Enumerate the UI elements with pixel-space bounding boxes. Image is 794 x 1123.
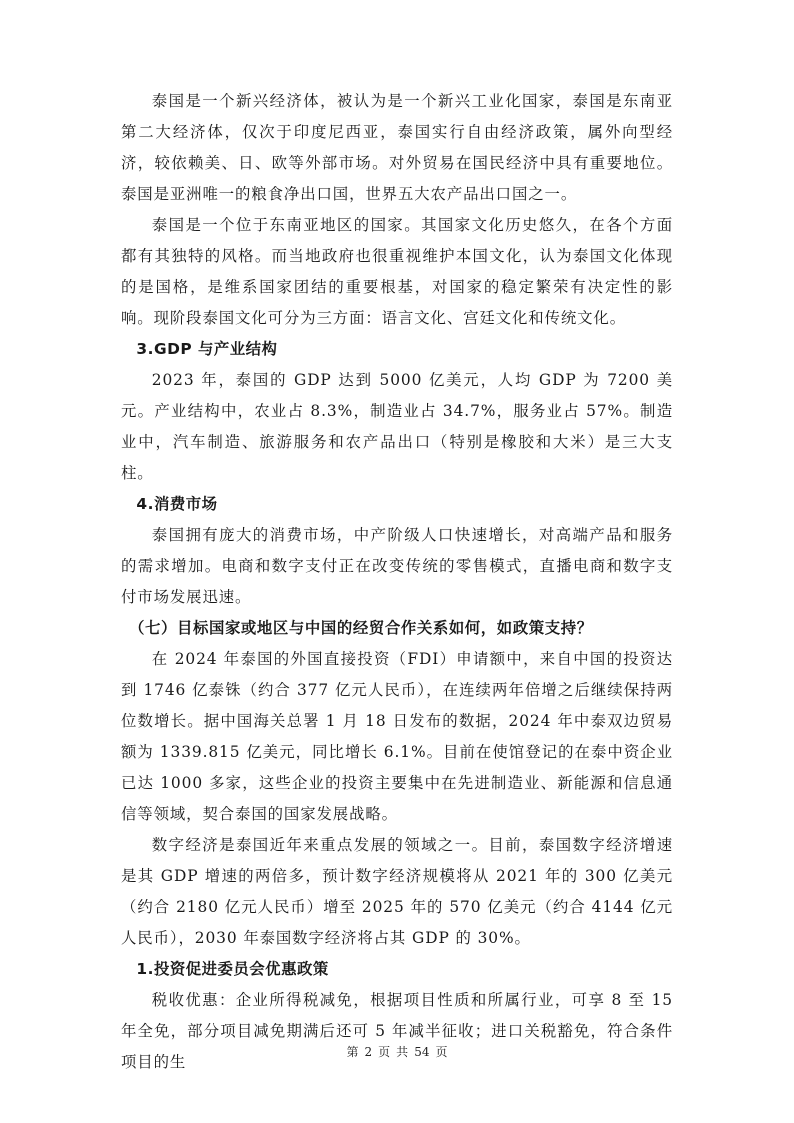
paragraph-tax-incentives: 税收优惠：企业所得税减免，根据项目性质和所属行业，可享 8 至 15 年全免，部分项目减免期满后还可 5 年减半征收；进口关税豁免，符合条件项目的生	[121, 991, 673, 1071]
paragraph-digital-economy: 数字经济是泰国近年来重点发展的领域之一。目前，泰国数字经济增速是其 GDP 增速的两倍多，预计数字经济规模将从 2021 年的 300 亿美元（约合 2180 亿元人民币）增至 2025 年的 570 亿美元（约合 4144 亿元人民币），2030 年泰国数字经济将占其 GDP 的 30%。	[121, 836, 673, 947]
heading-boi-policy: 1.投资促进委员会优惠政策	[136, 960, 329, 978]
footer-suffix: 页	[435, 1045, 448, 1059]
section-heading-china-cooperation: （七）目标国家或地区与中国的经贸合作关系如何，如政策支持？	[129, 619, 593, 637]
paragraph-gdp: 2023 年，泰国的 GDP 达到 5000 亿美元，人均 GDP 为 7200 美元。产业结构中，农业占 8.3%，制造业占 34.7%，服务业占 57%。制造业中，汽车制造、旅游服务和农产品出口（特别是橡胶和大米）是三大支柱。	[121, 371, 673, 482]
paragraph-fdi: 在 2024 年泰国的外国直接投资（FDI）申请额中，来自中国的投资达到 1746 亿泰铢（约合 377 亿元人民币），在连续两年倍增之后继续保持两位数增长。据中国海关总署 1 月 18 日发布的数据，2024 年中泰双边贸易额为 1339.815 亿美元，同比增长 6.1%。目前在使馆登记的在泰中资企业已达 1000 多家，这些企业的投资主要集中在先进制造业、新能源和信息通信等领域，契合泰国的国家发展战略。	[121, 650, 673, 823]
page-number-total: 54	[414, 1045, 430, 1059]
document-body	[121, 86, 673, 1078]
heading-consumer-market: 4.消费市场	[136, 495, 218, 513]
page-footer	[0, 1043, 794, 1060]
paragraph-economy-overview: 泰国是一个新兴经济体，被认为是一个新兴工业化国家，泰国是东南亚第二大经济体，仅次于印度尼西亚，泰国实行自由经济政策，属外向型经济，较依赖美、日、欧等外部市场。对外贸易在国民经济中具有重要地位。泰国是亚洲唯一的粮食净出口国，世界五大农产品出口国之一。	[121, 92, 673, 203]
page-number-current: 2	[364, 1045, 373, 1059]
footer-prefix: 第	[346, 1045, 359, 1059]
footer-page-word: 页	[378, 1045, 391, 1059]
footer-total-prefix: 共	[396, 1045, 409, 1059]
paragraph-consumer-market: 泰国拥有庞大的消费市场，中产阶级人口快速增长，对高端产品和服务的需求增加。电商和数字支付正在改变传统的零售模式，直播电商和数字支付市场发展迅速。	[121, 526, 673, 606]
paragraph-culture: 泰国是一个位于东南亚地区的国家。其国家文化历史悠久，在各个方面都有其独特的风格。而当地政府也很重视维护本国文化，认为泰国文化体现的是国格，是维系国家团结的重要根基，对国家的稳定繁荣有决定性的影响。现阶段泰国文化可分为三方面：语言文化、宫廷文化和传统文化。	[121, 216, 673, 327]
heading-gdp-industry: 3.GDP 与产业结构	[136, 340, 278, 358]
